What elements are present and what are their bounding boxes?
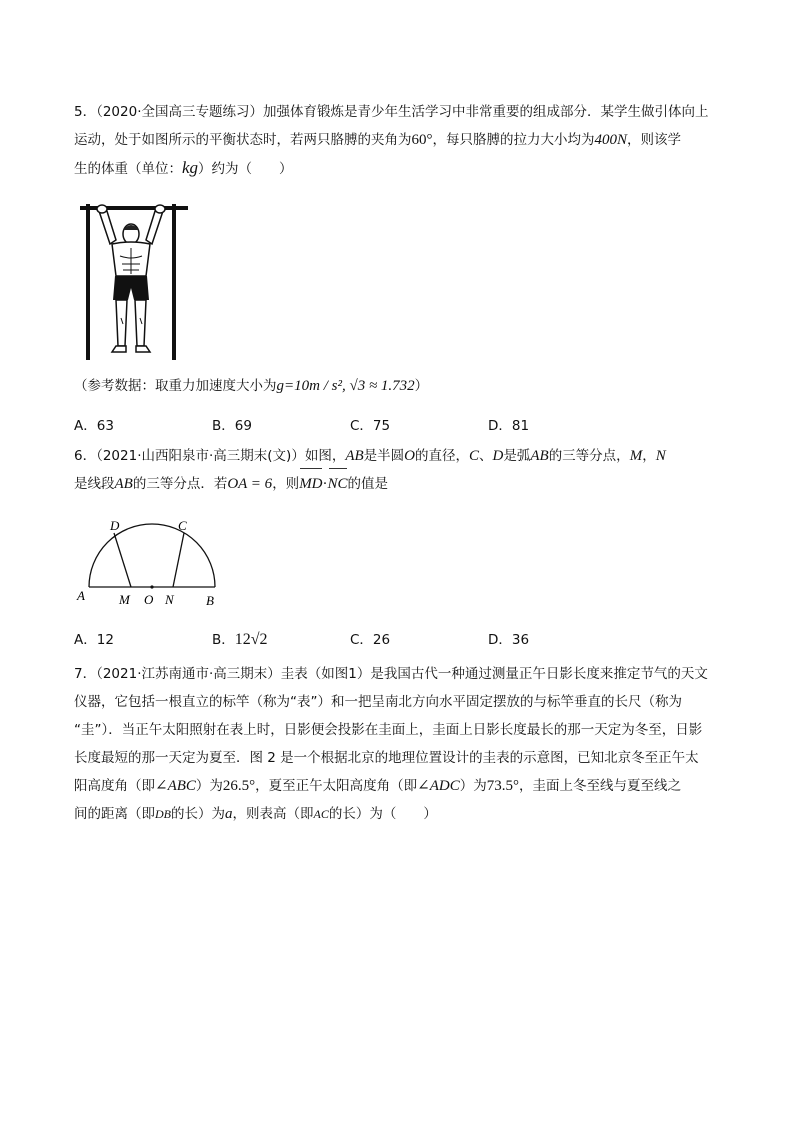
q6-m: M xyxy=(629,448,643,464)
q6-source: （2021·山西阳泉市·高三期末(文)） xyxy=(96,448,305,464)
q6-number: 6． xyxy=(74,448,97,464)
q5-number: 5． xyxy=(74,104,97,120)
q7-db: DB xyxy=(155,807,171,821)
q5-text-2b: ，每只胳膊的拉力大小均为 xyxy=(432,132,595,148)
q7-text-6d: 的长）为（ ） xyxy=(328,806,437,822)
q6-n: N xyxy=(655,448,666,464)
q6-segment-ab: AB xyxy=(114,476,133,492)
q7-text-6a: 间的距离（即 xyxy=(74,806,155,822)
q5-line-2 xyxy=(74,126,724,154)
q6-text-2c: ，则 xyxy=(272,476,300,492)
q6-text-1b: 是半圆 xyxy=(363,448,405,464)
q5-option-a[interactable]: A．63 xyxy=(74,418,114,434)
q5-line-1 xyxy=(74,98,724,126)
q7-text-5e: ，圭面上冬至线与夏至线之 xyxy=(518,778,681,794)
q5-reference xyxy=(74,372,724,400)
q6-text-1c: 的直径， xyxy=(415,448,469,464)
semicircle-figure xyxy=(72,520,222,612)
q6-text-1d: 是弧 xyxy=(503,448,531,464)
q6-ab: AB xyxy=(345,448,364,464)
question-6 xyxy=(74,442,724,498)
q5-unit: kg xyxy=(182,158,199,177)
q7-text-1: 圭表（如图1）是我国古代一种通过测量正午日影长度来推定节气的天文 xyxy=(280,666,708,682)
q5-force: 400N xyxy=(594,132,628,148)
q7-text-6b: 的长）为 xyxy=(171,806,225,822)
label-a: A xyxy=(77,588,85,603)
q6-text-1e: 的三等分点， xyxy=(548,448,630,464)
q6-options xyxy=(74,628,634,648)
q5-line-3 xyxy=(74,154,724,183)
q6-c: C xyxy=(469,448,480,464)
q6-vector-md: MD xyxy=(299,470,322,498)
q6-comma: ， xyxy=(642,448,656,464)
label-o: O xyxy=(144,592,154,607)
label-b: B xyxy=(206,593,214,608)
q5-text-3a: 生的体重（单位： xyxy=(74,161,182,177)
q7-text-5d: ）为 xyxy=(459,778,487,794)
label-d: D xyxy=(110,520,120,533)
label-n: N xyxy=(165,592,174,607)
q7-text-5a: 阳高度角（即 xyxy=(74,778,155,794)
label-m: M xyxy=(119,592,130,607)
q7-line-5 xyxy=(74,772,724,800)
q7-ac: AC xyxy=(313,807,329,821)
q6-option-b-value: 12√2 xyxy=(234,631,268,648)
q6-option-a[interactable]: A．12 xyxy=(74,632,114,648)
q7-angle-abc: ∠ABC xyxy=(155,778,196,794)
q7-line-6 xyxy=(74,800,724,828)
q6-oa: OA = 6 xyxy=(227,476,273,492)
q5-options xyxy=(74,414,634,434)
q5-ref-close: ） xyxy=(414,378,429,394)
q7-angle-1: 26.5° xyxy=(222,778,256,794)
q7-line-4: 长度最短的那一天定为夏至．图 2 是一个根据北京的地理位置设计的圭表的示意图，已知北京冬至正午太 xyxy=(74,750,699,766)
q6-text-1a: 如图， xyxy=(304,448,346,464)
q6-o: O xyxy=(404,448,415,464)
question-7 xyxy=(74,660,724,828)
q5-ref-text: （参考数据：取重力加速度大小为 xyxy=(74,378,277,394)
q6-arc-ab: AB xyxy=(530,448,549,464)
q6-option-c[interactable]: C．26 xyxy=(350,632,391,648)
q6-line-1 xyxy=(74,442,724,470)
q6-text-2d: 的值是 xyxy=(347,476,389,492)
q5-text-2a: 运动，处于如图所示的平衡状态时，若两只胳膊的夹角为 xyxy=(74,132,412,148)
q5-source: （2020·全国高三专题练习） xyxy=(96,104,263,120)
pull-up-figure xyxy=(76,200,192,364)
q6-sep: 、 xyxy=(479,448,493,464)
q7-angle-adc: ∠ADC xyxy=(417,778,460,794)
q6-text-2a: 是线段 xyxy=(74,476,115,492)
q7-line-1 xyxy=(74,660,724,688)
q6-option-d[interactable]: D．36 xyxy=(488,632,530,648)
q5-option-d[interactable]: D．81 xyxy=(488,418,530,434)
q7-text-5b: ）为 xyxy=(195,778,223,794)
q7-text-6c: ，则表高（即 xyxy=(232,806,314,822)
q7-line-2: 仪器，它包括一根直立的标竿（称为“表”）和一把呈南北方向水平固定摆放的与标竿垂直的长尺（称为 xyxy=(74,694,682,710)
q6-option-b-letter: B． xyxy=(212,632,235,648)
q6-d: D xyxy=(492,448,504,464)
q5-ref-values: g=10m / s², √3 ≈ 1.732 xyxy=(276,378,415,394)
q7-line-3: “圭”）．当正午太阳照射在表上时，日影便会投影在圭面上，圭面上日影长度最长的那一天定为冬至，日影 xyxy=(74,722,703,738)
q5-text-2c: ，则该学 xyxy=(627,132,682,148)
q7-text-5c: ，夏至正午太阳高度角（即 xyxy=(255,778,418,794)
q7-a: a xyxy=(225,806,233,822)
q7-source: （2021·江苏南通市·高三期末） xyxy=(96,666,281,682)
q7-number: 7． xyxy=(74,666,97,682)
q5-option-c[interactable]: C．75 xyxy=(350,418,391,434)
label-c: C xyxy=(178,520,187,533)
q5-text-3b: ）约为（ ） xyxy=(198,161,293,177)
q5-option-b[interactable]: B．69 xyxy=(212,418,252,434)
q6-option-b[interactable] xyxy=(212,628,268,649)
q6-vector-nc: NC xyxy=(328,470,348,498)
q7-angle-2: 73.5° xyxy=(486,778,519,794)
q6-line-2 xyxy=(74,470,724,498)
q6-dot: · xyxy=(322,476,328,492)
q5-text-1: 加强体育锻炼是青少年生活学习中非常重要的组成部分．某学生做引体向上 xyxy=(263,104,709,120)
question-5 xyxy=(74,98,724,183)
q6-text-2b: 的三等分点．若 xyxy=(132,476,228,492)
q5-angle: 60° xyxy=(411,132,433,148)
